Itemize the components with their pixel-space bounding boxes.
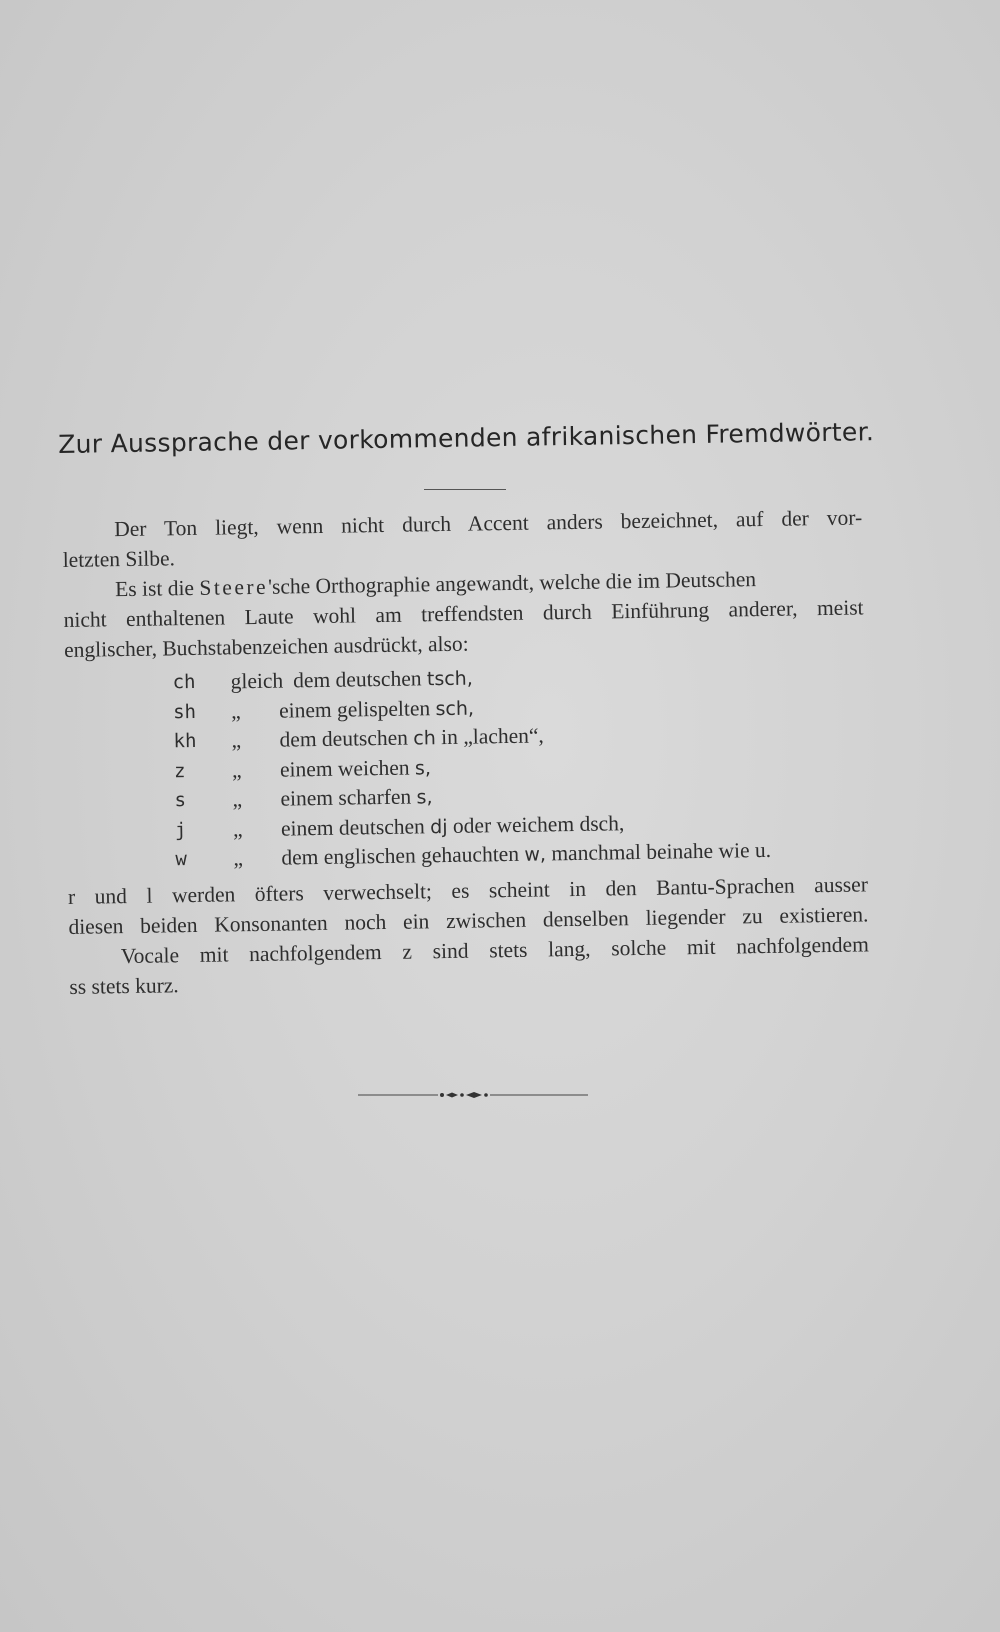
description-tail: in „lachen“, xyxy=(440,723,545,750)
sound-value: sch, xyxy=(435,697,475,720)
body-text xyxy=(62,502,870,1001)
letter-key: z xyxy=(173,759,186,782)
letter-key: sh xyxy=(172,700,197,723)
sound-value: s, xyxy=(416,786,433,809)
description xyxy=(280,752,431,784)
description-text: einem gelispelten xyxy=(278,695,431,723)
pronunciation-table xyxy=(172,656,867,873)
sound-value: ch xyxy=(413,727,436,750)
ditto-mark: „ xyxy=(230,698,241,723)
page-title: Zur Aussprache der vorkommenden afrikanischen Fremdwörter. xyxy=(58,417,875,459)
paragraph-2-line-3: englischer, Buchstabenzeichen ausdrückt, also: xyxy=(63,631,469,662)
sound-value: w, xyxy=(524,843,547,866)
paragraph-2-start: Es ist die xyxy=(114,575,195,602)
description xyxy=(279,692,474,725)
letter-key: j xyxy=(174,818,187,841)
description-text: dem deutschen xyxy=(279,725,409,752)
description-text: einem scharfen xyxy=(280,784,412,811)
paragraph-4-line-2: ss stets kurz. xyxy=(69,972,179,999)
letter-key: ch xyxy=(172,670,196,694)
sound-value: dj xyxy=(430,815,448,838)
description xyxy=(293,663,473,695)
paragraph-3-line-1: r und l werden öfters verwechselt; es scheint in den Bantu-Sprachen ausser xyxy=(67,871,869,909)
sound-value: tsch, xyxy=(426,667,473,691)
description-text: einem weichen xyxy=(279,755,410,782)
description-tail: oder weichem dsch, xyxy=(452,810,625,838)
paragraph-1-line-2: letzten Silbe. xyxy=(62,546,176,572)
ditto-mark: „ xyxy=(233,846,244,871)
description-text: einem deutschen xyxy=(280,813,426,841)
description-text: dem englischen gehauchten xyxy=(281,841,520,870)
ditto-mark: „ xyxy=(232,816,243,841)
letter-key: kh xyxy=(173,729,197,753)
paragraph-1-line-1: Der Ton liegt, wenn nicht durch Accent anders bezeichnet, auf der vor- xyxy=(114,505,863,542)
description xyxy=(280,781,433,813)
sound-value: s, xyxy=(414,756,432,779)
letter-key: s xyxy=(174,789,187,812)
paragraph-2-line-2: nicht enthaltenen Laute wohl am treffendsten durch Einführung anderer, meist xyxy=(63,595,864,632)
letter-key: w xyxy=(175,848,188,871)
steere-name: Steere xyxy=(199,574,269,600)
ditto-mark: „ xyxy=(231,757,242,782)
paragraph-3-line-2: diesen beiden Konsonanten noch ein zwischen denselben liegender zu existieren. xyxy=(68,901,869,939)
description-text: dem deutschen xyxy=(292,666,422,693)
ditto-mark: „ xyxy=(231,728,242,753)
description xyxy=(279,720,544,754)
paragraph-4-line-1: Vocale mit nachfolgendem z sind stets lang, solche mit nachfolgendem xyxy=(120,931,870,968)
ornamental-divider xyxy=(358,1088,588,1102)
ditto-mark: gleich xyxy=(230,668,284,694)
title-divider xyxy=(424,489,506,490)
paragraph-2-end: 'sche Orthographie angewandt, welche die im Deutschen xyxy=(267,567,757,599)
description xyxy=(281,835,771,872)
ditto-mark: „ xyxy=(232,787,243,812)
description-tail: manchmal beinahe wie u. xyxy=(551,837,772,866)
